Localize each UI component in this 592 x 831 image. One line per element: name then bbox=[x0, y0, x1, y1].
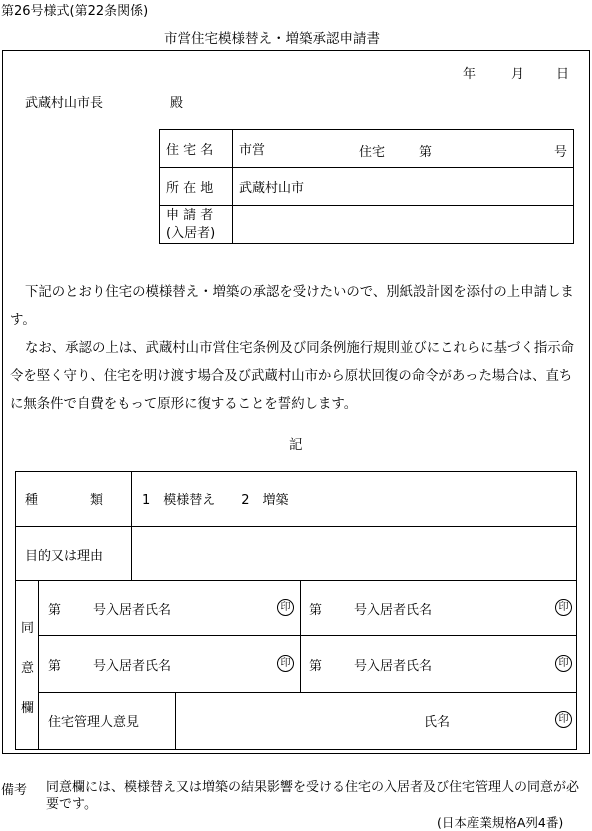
seal-icon: 印 bbox=[555, 655, 572, 672]
seal-icon: 印 bbox=[555, 599, 572, 616]
tenant-slot-prefix: 第 bbox=[309, 603, 323, 618]
honorific: 殿 bbox=[170, 96, 184, 111]
consent-label-2: 意 bbox=[21, 661, 35, 676]
request-statement bbox=[10, 279, 582, 419]
tenant-slot-3[interactable] bbox=[48, 655, 171, 674]
applicant-label-line2: (入居者) bbox=[166, 225, 216, 241]
seal-icon: 印 bbox=[555, 711, 572, 728]
tenant-slot-label: 号入居者氏名 bbox=[93, 659, 172, 674]
consent-label-3: 欄 bbox=[21, 701, 35, 716]
manager-opinion-label: 住宅管理人意見 bbox=[48, 715, 140, 730]
date-day: 日 bbox=[556, 67, 570, 82]
ki-heading: 記 bbox=[289, 437, 303, 453]
request-paragraph: 下記のとおり住宅の模様替え・増築の承認を受けたいので、別紙設計図を添付の上申請します。 bbox=[10, 285, 574, 328]
tenant-slot-1[interactable] bbox=[48, 599, 171, 618]
tenant-slot-prefix: 第 bbox=[48, 659, 62, 674]
housing-number-prefix: 第 bbox=[419, 145, 433, 160]
grid-divider bbox=[38, 635, 576, 636]
applicant-field[interactable] bbox=[233, 206, 574, 244]
details-grid bbox=[15, 471, 577, 750]
housing-name-label: 住 宅 名 bbox=[160, 130, 233, 168]
date-year: 年 bbox=[463, 67, 477, 82]
tenant-slot-4[interactable] bbox=[309, 655, 432, 674]
document-title: 市営住宅模様替え・増築承認申請書 bbox=[164, 31, 380, 47]
applicant-info-table bbox=[159, 129, 574, 244]
type-options[interactable]: 1 模様替え 2 増築 bbox=[142, 493, 289, 508]
applicant-label bbox=[160, 206, 233, 244]
grid-divider bbox=[16, 580, 576, 581]
grid-divider bbox=[38, 692, 576, 693]
housing-name-prefix: 市営 bbox=[239, 143, 266, 158]
applicant-label-line1: 申 請 者 bbox=[166, 207, 214, 223]
consent-label-1: 同 bbox=[21, 621, 35, 636]
grid-divider bbox=[38, 580, 39, 749]
tenant-slot-label: 号入居者氏名 bbox=[354, 659, 433, 674]
housing-name-suffix: 住宅 bbox=[359, 145, 386, 160]
type-label: 種 類 bbox=[25, 493, 104, 508]
paper-size-note: (日本産業規格A列4番) bbox=[437, 815, 564, 830]
housing-number-suffix: 号 bbox=[553, 145, 567, 160]
address-label: 所 在 地 bbox=[160, 168, 233, 206]
tenant-slot-2[interactable] bbox=[309, 599, 432, 618]
seal-icon: 印 bbox=[277, 599, 294, 616]
seal-icon: 印 bbox=[277, 655, 294, 672]
grid-divider bbox=[16, 526, 576, 527]
reason-label: 目的又は理由 bbox=[25, 549, 104, 564]
tenant-slot-label: 号入居者氏名 bbox=[93, 603, 172, 618]
grid-divider bbox=[175, 692, 176, 749]
tenant-slot-prefix: 第 bbox=[48, 603, 62, 618]
addressee: 武蔵村山市長 bbox=[25, 96, 104, 111]
tenant-slot-label: 号入居者氏名 bbox=[354, 603, 433, 618]
tenant-slot-prefix: 第 bbox=[309, 659, 323, 674]
manager-name-label: 氏名 bbox=[424, 715, 451, 730]
pledge-paragraph: なお、承認の上は、武蔵村山市営住宅条例及び同条例施行規則並びにこれらに基づく指示命令を堅く守り、住宅を明け渡す場合及び武蔵村山市から原状回復の命令があった場合は、直ちに無条件で自費をもって原形に復することを誓約します。 bbox=[10, 341, 575, 412]
note-text: 同意欄には、模様替え又は増築の結果影響を受ける住宅の入居者及び住宅管理人の同意が必要です。 bbox=[46, 780, 580, 812]
housing-name-field[interactable] bbox=[233, 130, 574, 168]
form-number: 第26号様式(第22条関係) bbox=[1, 4, 149, 19]
note-label: 備考 bbox=[1, 783, 28, 798]
grid-divider bbox=[300, 580, 301, 692]
address-field[interactable]: 武蔵村山市 bbox=[233, 168, 574, 206]
date-month: 月 bbox=[511, 67, 525, 82]
reason-field[interactable] bbox=[136, 530, 572, 576]
